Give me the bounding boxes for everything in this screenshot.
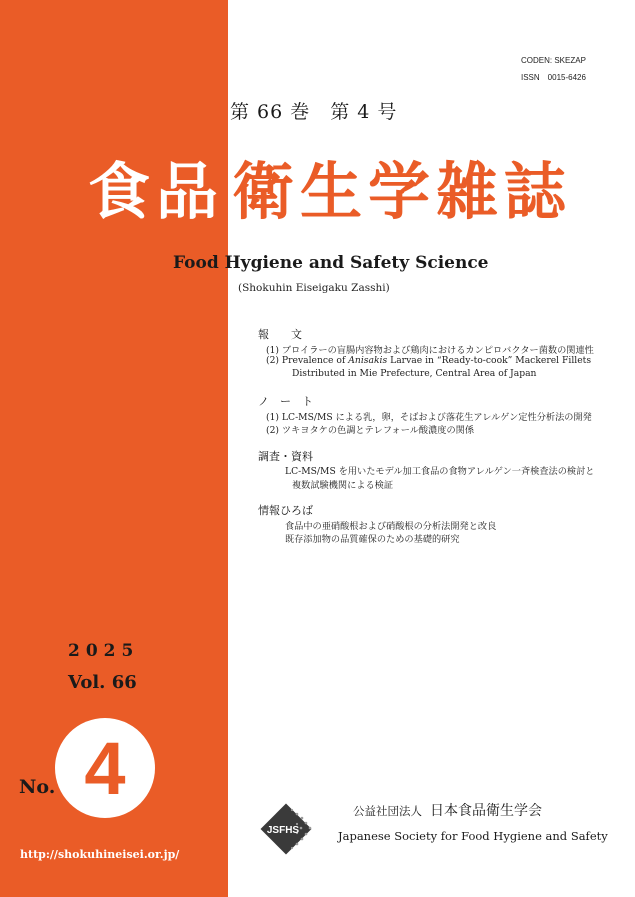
jsfhs-logo — [257, 800, 315, 858]
report-item-2 — [266, 355, 591, 366]
section-heading-reports: 報 文 — [258, 328, 302, 341]
survey-item-1-continuation: 複数試験機関による検証 — [292, 480, 394, 491]
section-heading-notes: ノ ー ト — [258, 395, 313, 408]
issue-no-label: No. — [19, 776, 56, 798]
report-item-2-part-b: Larvae in “Ready-to-cook” Mackerel Fillets — [390, 355, 592, 366]
issue-year: 2025 — [68, 641, 140, 661]
section-heading-surveys: 調査・資料 — [258, 450, 313, 463]
society-corp-type: 公益社団法人 — [353, 804, 422, 818]
society-name-en: Japanese Society for Food Hygiene and Safety — [338, 829, 608, 843]
journal-title-part-1: 食品 — [88, 155, 225, 228]
report-item-2-part-a: (2) Prevalence of — [266, 355, 346, 366]
romaji-title: (Shokuhin Eiseigaku Zasshi) — [238, 282, 390, 294]
section-heading-info: 情報ひろば — [258, 504, 313, 517]
issue-number: 4 — [84, 727, 126, 810]
report-item-1: (1) ブロイラーの盲腸内容物および鶏肉におけるカンピロバクター菌数の関連性 — [266, 345, 594, 356]
issue-volume: Vol. 66 — [68, 672, 137, 693]
website-url[interactable]: http://shokuhineisei.or.jp/ — [20, 848, 180, 861]
english-title: Food Hygiene and Safety Science — [173, 253, 489, 273]
issue-number-circle — [55, 718, 155, 818]
logo-text: JSFHS — [266, 825, 300, 836]
note-item-2: (2) ツキヨタケの色調とテレフォール酸濃度の関係 — [266, 425, 475, 436]
info-item-2: 既存添加物の品質確保のための基礎的研究 — [285, 534, 460, 545]
society-name-jp — [353, 800, 542, 820]
society-name-jp-text: 日本食品衛生学会 — [430, 803, 542, 819]
report-item-2-italic: Anisakis — [348, 355, 388, 366]
journal-title-part-2: 衛生学雑誌 — [232, 155, 573, 228]
note-item-1: (1) LC-MS/MS による乳，卵，そばおよび落花生アレルゲン定性分析法の開発 — [266, 412, 592, 423]
survey-item-1: LC-MS/MS を用いたモデル加工食品の食物アレルゲン一斉検査法の検討と — [285, 466, 595, 477]
info-item-1: 食品中の亜硝酸根および硝酸根の分析法開発と改良 — [285, 521, 497, 532]
issn-number: ISSN 0015-6426 — [521, 73, 586, 82]
report-item-2-continuation: Distributed in Mie Prefecture, Central Area of Japan — [292, 368, 537, 379]
coden-code: CODEN: SKEZAP — [521, 56, 586, 65]
volume-issue-label: 第 66 巻 第 4 号 — [230, 101, 398, 123]
